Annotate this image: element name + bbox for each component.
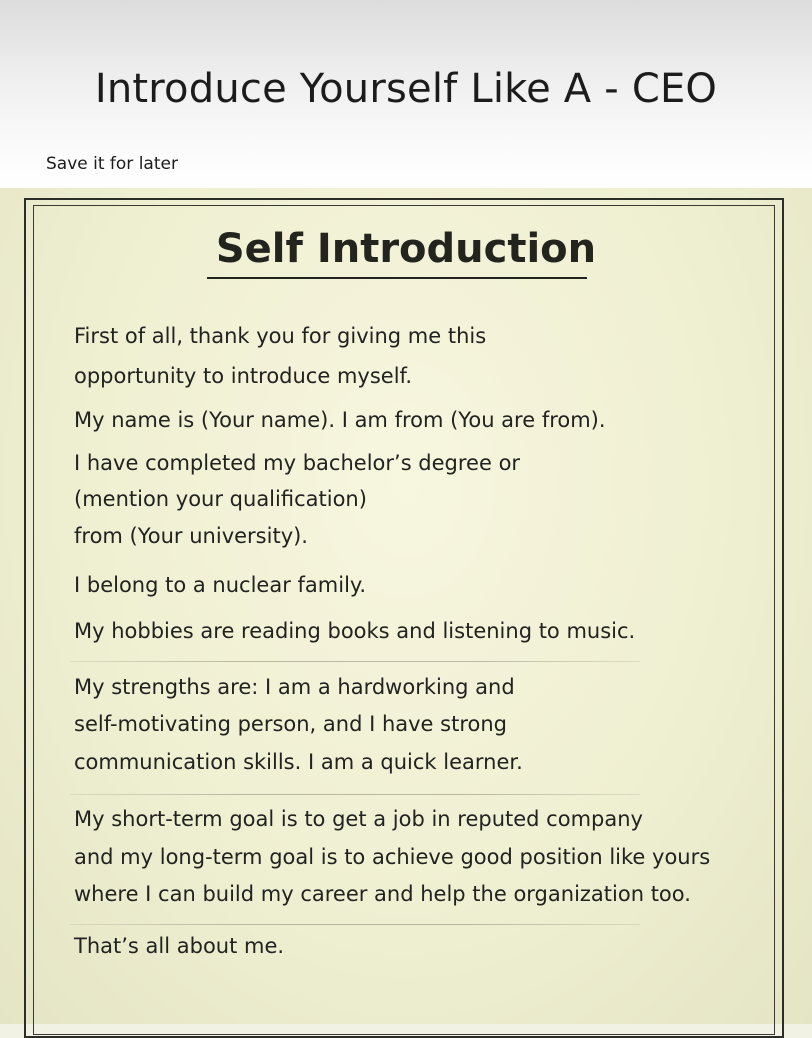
goals-line-1: My short-term goal is to get a job in reputed company bbox=[74, 807, 643, 831]
hobbies-line: My hobbies are reading books and listening to music. bbox=[74, 619, 636, 643]
section-divider bbox=[70, 924, 640, 925]
education-line-3: from (Your university). bbox=[74, 524, 308, 548]
document-title: Self Introduction bbox=[215, 226, 597, 272]
strengths-line-2: self-motivating person, and I have strong bbox=[74, 712, 507, 736]
family-line: I belong to a nuclear family. bbox=[74, 573, 367, 597]
name-line: My name is (Your name). I am from (You are from). bbox=[74, 408, 606, 432]
strengths-line-3: communication skills. I am a quick learner. bbox=[74, 750, 523, 774]
strengths-line-1: My strengths are: I am a hardworking and bbox=[74, 675, 515, 699]
intro-line-2: opportunity to introduce myself. bbox=[74, 364, 413, 388]
closing-line: That’s all about me. bbox=[74, 934, 285, 958]
section-divider bbox=[70, 794, 640, 795]
education-line-1: I have completed my bachelor’s degree or bbox=[74, 451, 521, 475]
post-title: Introduce Yourself Like A - CEO bbox=[94, 66, 718, 112]
goals-line-2: and my long-term goal is to achieve good position like yours bbox=[74, 845, 711, 869]
section-divider bbox=[70, 661, 640, 662]
education-line-2: (mention your qualification) bbox=[74, 487, 367, 511]
post-subtitle: Save it for later bbox=[46, 154, 178, 174]
intro-line-1: First of all, thank you for giving me this bbox=[74, 324, 487, 348]
document-title-underline bbox=[207, 277, 587, 279]
goals-line-3: where I can build my career and help the organization too. bbox=[74, 882, 691, 906]
